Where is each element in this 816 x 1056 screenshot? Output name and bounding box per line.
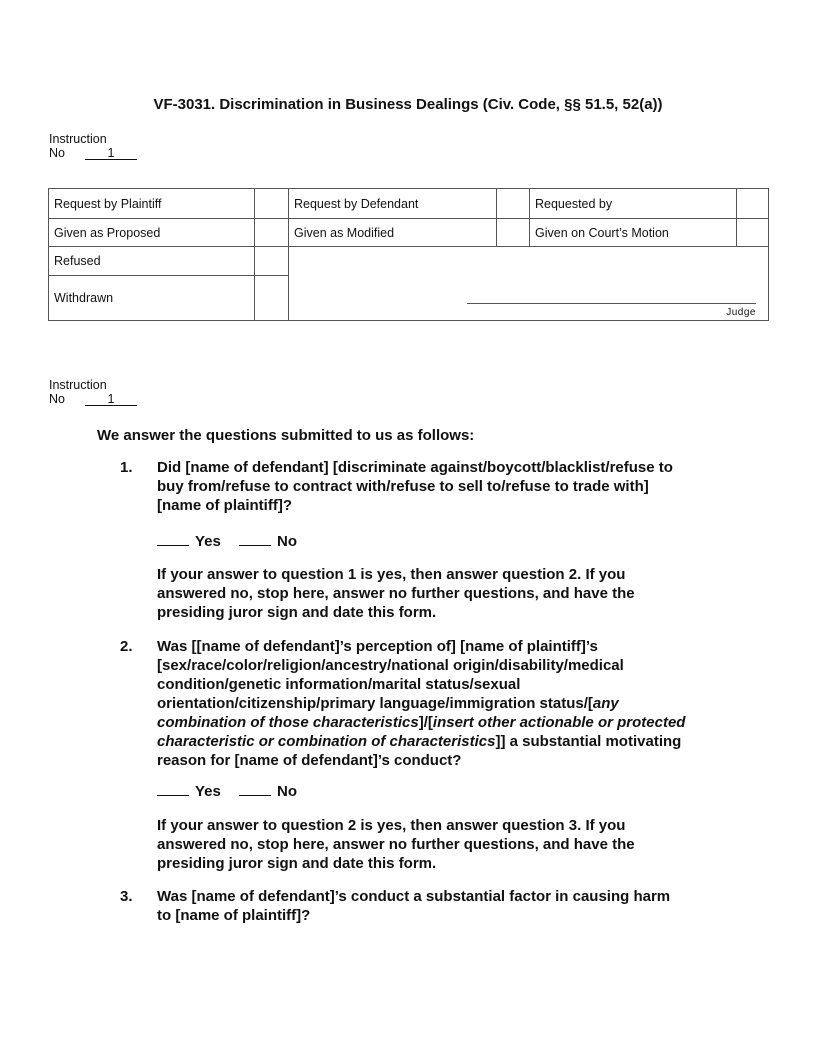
request-by-defendant-box[interactable] (497, 189, 530, 219)
question-2-number: 2. (120, 638, 133, 655)
italic-segment: characteristic or combination of characteristics (157, 733, 496, 750)
question-line: Was [[name of defendant]’s perception of] [name of plaintiff]’s (157, 638, 598, 655)
yes-blank[interactable] (157, 781, 189, 796)
given-as-modified-label: Given as Modified (289, 219, 497, 247)
refused-label: Refused (49, 247, 255, 276)
question-line: buy from/refuse to contract with/refuse to sell to/refuse to trade with] (157, 478, 649, 495)
withdrawn-label: Withdrawn (49, 276, 255, 321)
question-line: [sex/race/color/religion/ancestry/national origin/disability/medical (157, 657, 624, 674)
instruction-number-block (49, 132, 137, 160)
no-label: No (49, 392, 65, 406)
text-segment: ]] a substantial motivating (495, 733, 682, 750)
instruction-line: answered no, stop here, answer no further questions, and have the (157, 836, 635, 853)
instruction-line: presiding juror sign and date this form. (157, 855, 437, 872)
no-blank[interactable] (239, 781, 271, 796)
question-line: condition/genetic information/marital status/sexual (157, 676, 521, 693)
text-segment: orientation/citizenship/primary language/immigration status/[ (157, 695, 593, 712)
withdrawn-box[interactable] (255, 276, 289, 321)
document-title: VF-3031. Discrimination in Business Dealings (Civ. Code, §§ 51.5, 52(a)) (153, 96, 663, 113)
question-line: Did [name of defendant] [discriminate against/boycott/blacklist/refuse to (157, 459, 673, 476)
question-line (157, 694, 685, 713)
question-2-answer (157, 781, 297, 801)
verdict-intro: We answer the questions submitted to us as follows: (97, 427, 475, 444)
instruction-line: If your answer to question 2 is yes, then answer question 3. If you (157, 817, 626, 834)
no-label: No (277, 783, 298, 800)
request-by-plaintiff-box[interactable] (255, 189, 289, 219)
judge-signature-cell (289, 247, 769, 321)
requested-by-box[interactable] (737, 189, 769, 219)
given-as-modified-box[interactable] (497, 219, 530, 247)
given-as-proposed-box[interactable] (255, 219, 289, 247)
question-2-instructions (157, 816, 635, 873)
instruction-status-table (48, 188, 769, 321)
question-line: [name of plaintiff]? (157, 497, 292, 514)
instruction-number: 1 (85, 393, 137, 406)
request-by-defendant-label: Request by Defendant (289, 189, 497, 219)
question-1-number: 1. (120, 459, 133, 476)
instruction-line: presiding juror sign and date this form. (157, 604, 437, 621)
judge-label: Judge (726, 307, 756, 318)
given-on-courts-motion-box[interactable] (737, 219, 769, 247)
instruction-number-block-2 (49, 378, 137, 406)
question-line (157, 732, 685, 751)
instruction-line: If your answer to question 1 is yes, then answer question 2. If you (157, 566, 626, 583)
italic-segment: combination of those characteristics (157, 714, 419, 731)
instruction-number: 1 (85, 147, 137, 160)
requested-by-label: Requested by (530, 189, 737, 219)
question-line: to [name of plaintiff]? (157, 907, 311, 924)
given-as-proposed-label: Given as Proposed (49, 219, 255, 247)
request-by-plaintiff-label: Request by Plaintiff (49, 189, 255, 219)
no-blank[interactable] (239, 531, 271, 546)
question-3-text (157, 887, 670, 925)
question-1-instructions (157, 565, 635, 622)
italic-segment: any (592, 695, 619, 712)
question-3-number: 3. (120, 888, 133, 905)
no-label: No (277, 533, 298, 550)
instruction-label: Instruction (49, 132, 107, 146)
judge-signature-line[interactable] (467, 303, 756, 304)
instruction-label: Instruction (49, 378, 107, 392)
question-line (157, 713, 685, 732)
yes-label: Yes (195, 533, 221, 550)
yes-blank[interactable] (157, 531, 189, 546)
question-1-text (157, 458, 673, 515)
given-on-courts-motion-label: Given on Court’s Motion (530, 219, 737, 247)
italic-segment: insert other actionable or protected (432, 714, 686, 731)
question-1-answer (157, 531, 297, 551)
no-label: No (49, 146, 65, 160)
text-segment: ]/[ (418, 714, 433, 731)
yes-label: Yes (195, 783, 221, 800)
question-2-text (157, 637, 685, 770)
refused-box[interactable] (255, 247, 289, 276)
question-line: Was [name of defendant]’s conduct a substantial factor in causing harm (157, 888, 671, 905)
question-line: reason for [name of defendant]’s conduct? (157, 752, 462, 769)
instruction-line: answered no, stop here, answer no further questions, and have the (157, 585, 635, 602)
